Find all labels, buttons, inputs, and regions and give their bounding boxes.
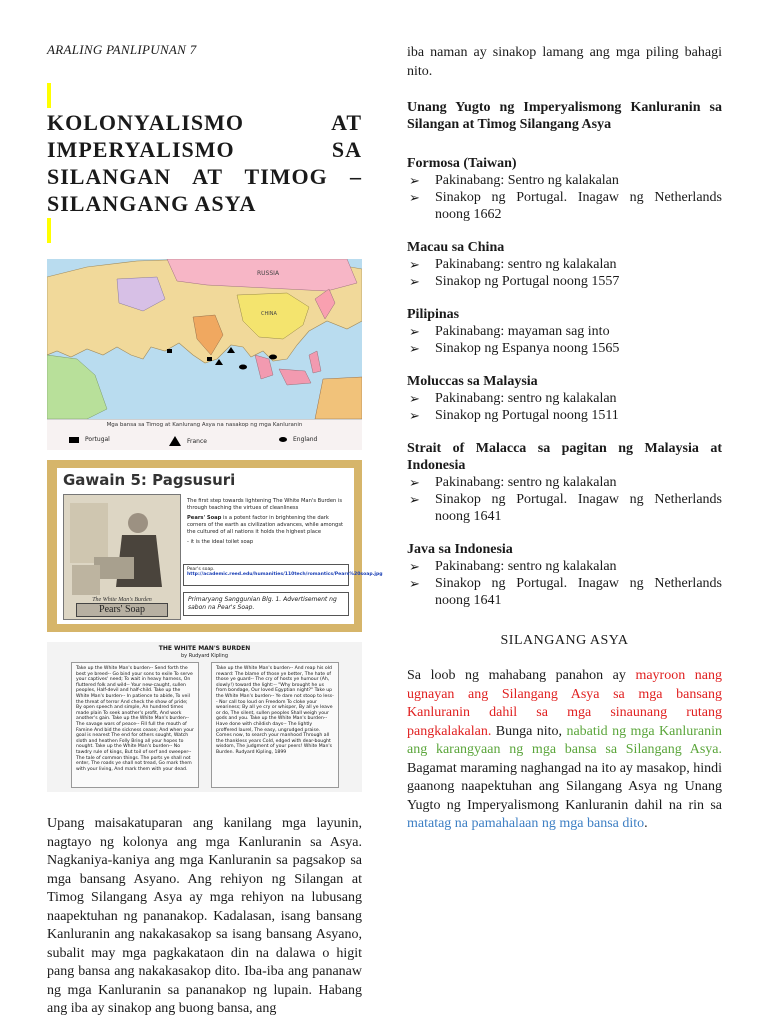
legend-label: England [293,436,318,443]
region-name: Java sa Indonesia [407,542,513,557]
region-name: Pilipinas [407,307,460,322]
right-body-paragraph: Sa loob ng mahabang panahon ay mayroon nang ugnayan ang Silangang Asya sa mga bansang Kanluranin dahil sa mga sinaunang rutang pangkalakalan. Bunga nito, nabatid ng mga Kanluranin ang karangyaan ng mga bansa sa Silangang Asya. Bagamat maraming naghangad na ito ay masakop, hindi gaanong naapektuhan ang Silangang Asya ng Unang Yugto ng Imperyalismong Kanluranin dahil na rin sa matatag na pamahalaan ng mga bansa dito. [407,668,722,831]
bullet-list [407,323,722,357]
ad-quote [187,498,349,549]
list-item: ➢ Sinakop ng Portugal noong 1511 [409,408,619,423]
list-item: ➢ Pakinabang: sentro ng kalakalan [409,391,617,406]
right-column [407,44,722,834]
title-line-4: SILANGANG ASYA [47,191,257,216]
pears-soap-photo [63,494,181,620]
left-body-paragraph: Upang maisakatuparan ang kanilang mga layunin, nagtayo ng kolonya ang mga Kanluranin sa Asya. Nagkaniya-kaniya ang mga Kanluranin sa pagsakop sa mga bansang Asyano. Ang rehiyon ng Silangan at Timog Silangang Asya ay mga rehiyon na lubusang naapektuhan ng pananakop. Kadalasan, isang bansang Kanluranin ang nakakasakop sa isang bansang Asyano, subalit may mga pagkakataon din na dalawa o higit pang bansa ang nakakasakop dito. Iba-iba ang pananaw ng mga Kanluranin sa pananakop ng lupain. Habang ang iba ay sinakop ang buong bansa, ang [47,816,362,1016]
region-malacca [407,440,722,525]
arrow-bullet-icon: ➢ [409,274,420,289]
page-title [47,82,362,244]
region-pilipinas [407,306,722,357]
region-name: Macau sa China [407,240,505,255]
green-highlight-text: nabatid ng mga Kanluranin ang karangyaan ng mga bansa sa Silangang Asya. [407,723,722,757]
list-item: ➢ Sinakop ng Portugal. Inagaw ng Netherlands noong 1662 [409,190,722,222]
region-name: Moluccas sa Malaysia [407,374,538,389]
asia-map-image [47,259,362,419]
map-label-china: CHINA [261,311,277,317]
quote-paragraph-2: Pears' Soap is a potent factor in brightening the dark corners of the earth as civilization advances, while amongst the cultured of all nations it holds the highest place [187,515,344,535]
square-marker-icon [69,437,79,443]
link-label: Pear's soap. [187,567,215,572]
triangle-marker-icon [169,436,181,446]
region-macau [407,239,722,290]
silangang-asya-heading: SILANGANG ASYA [500,633,629,648]
quote-paragraph-3: - it is the ideal toilet soap [187,539,254,545]
bullet-list [407,558,722,609]
arrow-bullet-icon: ➢ [409,492,420,507]
right-intro-paragraph: iba naman ay sinakop lamang ang mga piling bahagi nito. [407,45,722,79]
region-name: Strait of Malacca sa pagitan ng Malaysia at Indonesia [407,441,722,473]
region-formosa [407,155,722,223]
red-highlight-text: mayroon nang ugnayan ang Silangang Asya sa mga bansang Kanluranin dahil sa mga sinaunang rutang pangkalakalan. [407,668,722,739]
arrow-bullet-icon: ➢ [409,576,420,591]
arrow-bullet-icon: ➢ [409,391,420,406]
bullet-list [407,474,722,525]
region-moluccas [407,373,722,424]
source-link-box [183,564,383,586]
legend-portugal [69,436,110,443]
gawain-card [47,460,383,632]
arrow-bullet-icon: ➢ [409,341,420,356]
map-label-russia: RUSSIA [257,270,280,277]
arrow-bullet-icon: ➢ [409,173,420,188]
list-item: ➢ Sinakop ng Portugal. Inagaw ng Netherlands noong 1641 [409,576,722,608]
arrow-bullet-icon: ➢ [409,408,420,423]
title-line-2: IMPERYALISMO SA [47,137,362,162]
poem-image [47,642,362,792]
list-item: ➢ Sinakop ng Espanya noong 1565 [409,341,620,356]
poem-author: by Rudyard Kipling [180,653,229,659]
arrow-bullet-icon: ➢ [409,324,420,339]
subject-header: ARALING PANLIPUNAN 7 [47,42,197,57]
bullet-list [407,172,722,223]
region-name: Formosa (Taiwan) [407,156,517,171]
list-item: ➢ Pakinabang: mayaman sag into [409,324,610,339]
gawain-title: Gawain 5: Pagsusuri [63,471,236,489]
arrow-bullet-icon: ➢ [409,257,420,272]
list-item: ➢ Pakinabang: sentro ng kalakalan [409,257,617,272]
legend-label: France [187,437,207,445]
oval-marker-icon [279,437,287,442]
left-column [47,40,383,1019]
quote-paragraph-1: The first step towards lightening The White Man's Burden is through teaching the virtues of cleanliness [187,498,343,511]
list-item: ➢ Pakinabang: Sentro ng kalakalan [409,173,619,188]
arrow-bullet-icon: ➢ [409,559,420,574]
map-caption: Mga bansa sa Timog at Kanlurang Asya na nasakop ng mga Kanluranin [106,422,303,428]
section-heading: Unang Yugto ng Imperyalismong Kanluranin sa Silangan at Timog Silangang Asya [407,100,722,132]
legend-label: Portugal [85,436,110,443]
soap-label: Pears' Soap [76,603,168,617]
list-item: ➢ Pakinabang: sentro ng kalakalan [409,475,617,490]
photo-caption: The White Man's Burden [92,597,152,603]
bullet-list [407,256,722,290]
legend-france [169,436,207,446]
title-line-1: KOLONYALISMO AT [47,110,362,135]
source-link[interactable]: http://academic.reed.edu/humanities/110tech/romantics/Pears%20soap.jpg [187,572,383,577]
list-item: ➢ Pakinabang: sentro ng kalakalan [409,559,617,574]
blue-highlight-text: matatag na pamahalaan ng mga bansa dito [407,816,645,831]
poem-column-left: Take up the White Man's burden-- Send forth the best ye breed-- Go bind your sons to exile To serve your captives' need; To wait in heavy harness, On fluttered folk and wild-- Your new-caught, sullen peoples, Half-devil and half-child. Take up the White Man's burden-- In patience to abide, To veil the threat of terror And check the show of pride; By open speech and simple, An hundred times made plain To seek another's profit, And work another's gain. Take up the White Man's burden-- The savage wars of peace-- Fill full the mouth of Famine And bid the sickness cease; And when your goal is nearest The end for others sought, Watch sloth and heathen Folly Bring all your hopes to nought. Take up the White Man's burden-- No tawdry rule of kings, But toil of serf and sweeper-- The tale of common things. The ports ye shall not enter, The roads ye shall not tread, Go mark them with your living, And mark them with your dead. [71,662,199,788]
list-item: ➢ Sinakop ng Portugal noong 1557 [409,274,620,289]
region-java [407,541,722,609]
primary-source-caption: Primaryang Sanggunian Blg. 1. Advertisement ng sabon na Pear's Soap. [183,592,349,616]
bullet-list [407,390,722,424]
map-legend [69,436,352,448]
legend-england [279,436,317,443]
poem-title: THE WHITE MAN'S BURDEN [158,645,251,652]
poem-column-right: Take up the White Man's burden-- And reap his old reward: The blame of those ye better, The hate of those ye guard-- The cry of hosts ye humour (Ah, slowly!) toward the light:-- "Why brought he us from bondage, Our loved Egyptian night?" Take up the White Man's burden-- Ye dare not stoop to less-- Nor call too loud on Freedom To cloke your weariness; By all ye cry or whisper, By all ye leave or do, The silent, sullen peoples Shall weigh your gods and you. Take up the White Man's burden-- Have done with childish days-- The lightly proffered laurel, The easy, ungrudged praise. Comes now, to search your manhood Through all the thankless years Cold, edged with dear-bought wisdom, The judgment of your peers! White Man's Burden. Rudyard Kipling, 1899 [211,662,339,788]
arrow-bullet-icon: ➢ [409,475,420,490]
map-caption-area [47,419,362,450]
arrow-bullet-icon: ➢ [409,190,420,205]
title-line-3: SILANGAN AT TIMOG – [47,164,362,189]
asia-map-figure [47,259,362,419]
list-item: ➢ Sinakop ng Portugal. Inagaw ng Netherlands noong 1641 [409,492,722,524]
